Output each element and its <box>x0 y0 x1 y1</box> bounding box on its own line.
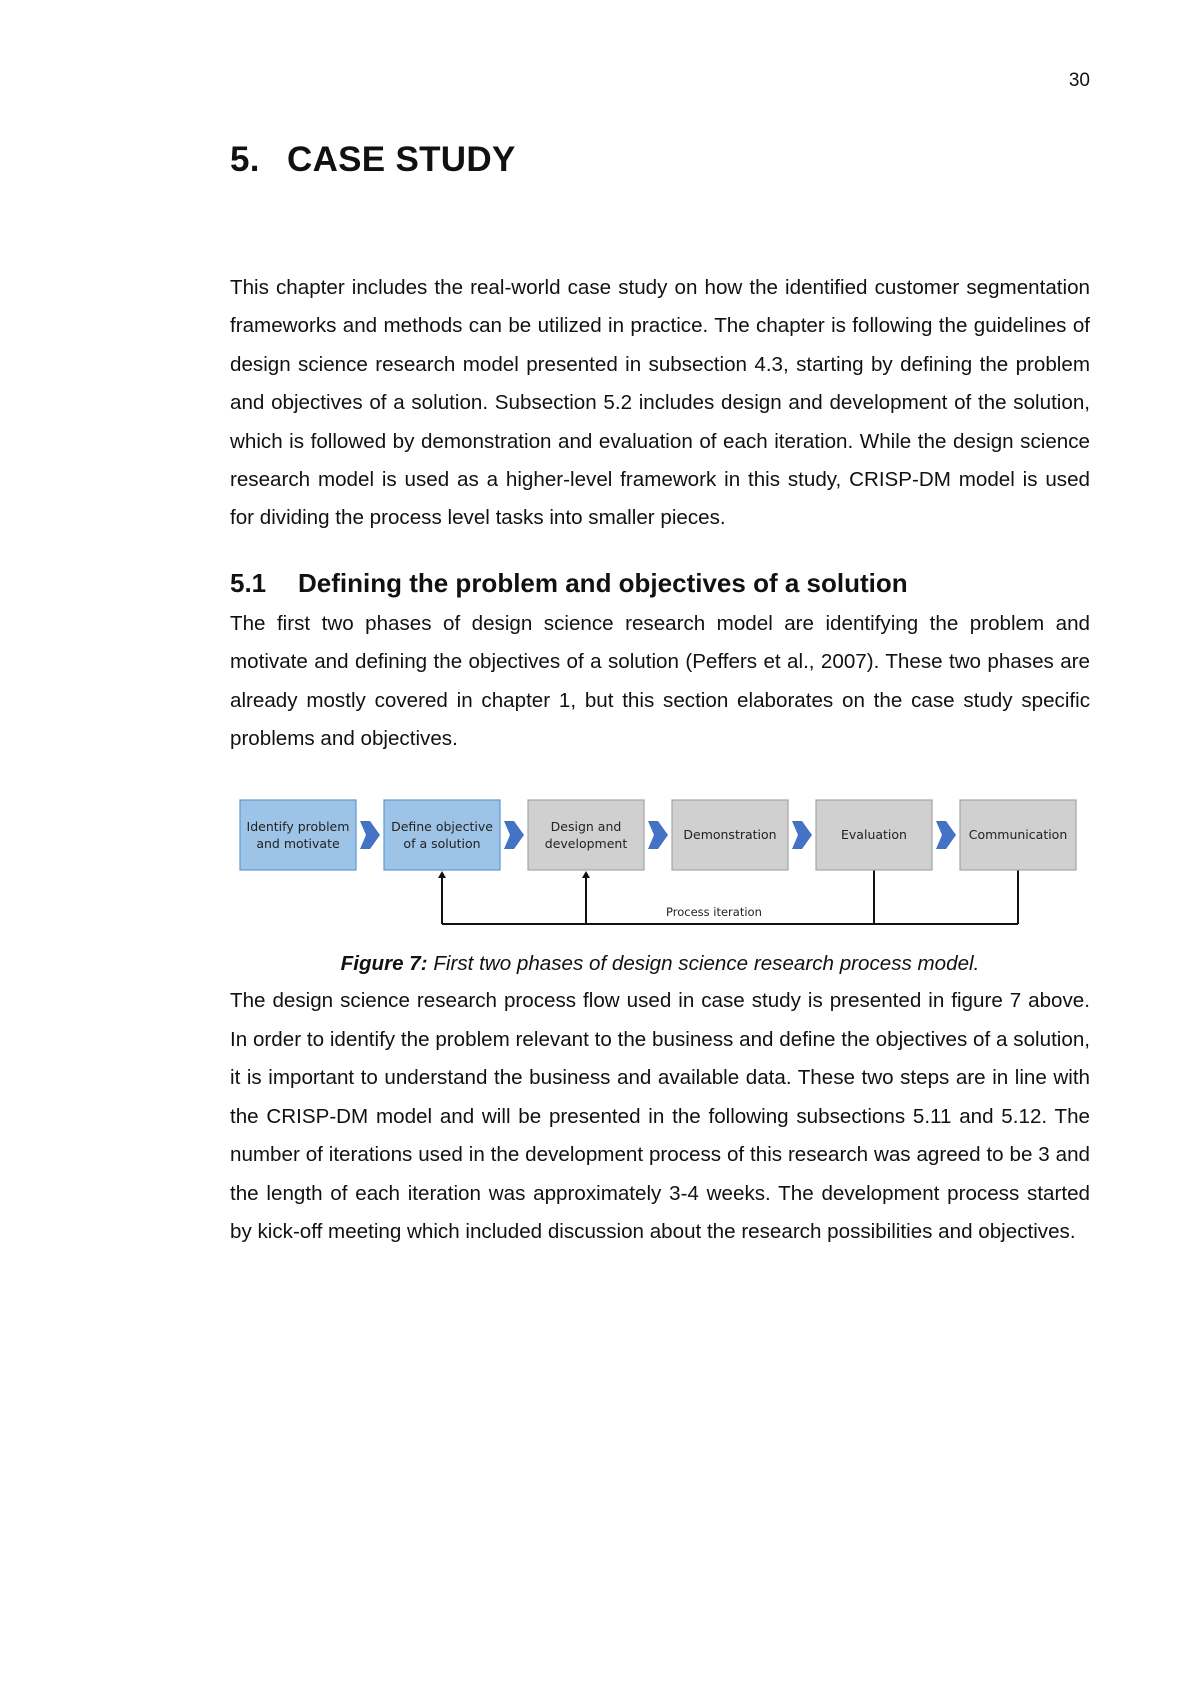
process-diagram <box>230 792 1090 942</box>
figure-caption-text: First two phases of design science research process model. <box>427 952 980 976</box>
iteration-arrowhead-design <box>582 871 590 878</box>
chapter-title <box>230 140 1090 180</box>
chapter-number: 5. <box>230 140 260 179</box>
process-step-label: Communication <box>968 827 1068 843</box>
figure-caption-label: Figure 7: <box>340 952 428 976</box>
process-flow-arrow <box>792 821 812 849</box>
section-title <box>230 568 1090 599</box>
process-step-label: Design and <box>550 819 622 835</box>
process-step-label: Define objective <box>391 819 493 835</box>
process-step-label: Evaluation <box>841 827 907 843</box>
closing-paragraph: The design science research process flow used in case study is presented in figure 7 above. In order to identify the problem relevant to the business and define the objectives of a solution, it is important to understand the business and available data. These two steps are in line with the CRISP-DM model and will be presented in the following subsections 5.11 and 5.12. The number of iterations used in the development process of this research was agreed to be 3 and the length of each iteration was approximately 3-4 weeks. The development process started by kick-off meeting which included discussion about the research possibilities and objectives. <box>230 989 1090 1243</box>
intro-paragraph: This chapter includes the real-world case study on how the identified customer segmentation frameworks and methods can be utilized in practice. The chapter is following the guidelines of design science research model presented in subsection 4.3, starting by defining the problem and objectives of a solution. Subsection 5.2 includes design and development of the solution, which is followed by demonstration and evaluation of each iteration. While the design science research model is used as a higher-level framework in this study, CRISP-DM model is used for dividing the process level tasks into smaller pieces. <box>230 276 1090 530</box>
iteration-arrowhead-objective <box>438 871 446 878</box>
process-step-box <box>528 800 644 870</box>
process-step-label: Identify problem <box>246 819 350 835</box>
process-step-label: and motivate <box>256 836 340 852</box>
process-step-box <box>384 800 500 870</box>
process-step-box <box>240 800 356 870</box>
process-diagram-svg <box>230 792 1090 942</box>
section-title-text: Defining the problem and objectives of a solution <box>298 567 908 598</box>
section-number: 5.1 <box>230 567 267 598</box>
process-step-label: Demonstration <box>683 827 777 843</box>
process-iteration-label: Process iteration <box>666 905 762 920</box>
page-content <box>230 140 1090 1251</box>
process-flow-arrow <box>360 821 380 849</box>
figure-caption <box>230 952 1090 976</box>
process-flow-arrow <box>648 821 668 849</box>
process-step-label: of a solution <box>403 836 481 852</box>
page-number: 30 <box>1068 70 1090 91</box>
process-flow-arrow <box>936 821 956 849</box>
section-paragraph: The first two phases of design science research model are identifying the problem and motivate and defining the objectives of a solution (Peffers et al., 2007). These two phases are already mostly covered in chapter 1, but this section elaborates on the case study specific problems and objectives. <box>230 611 1090 751</box>
process-step-label: development <box>544 836 628 852</box>
chapter-title-text: CASE STUDY <box>287 140 516 179</box>
process-flow-arrow <box>504 821 524 849</box>
